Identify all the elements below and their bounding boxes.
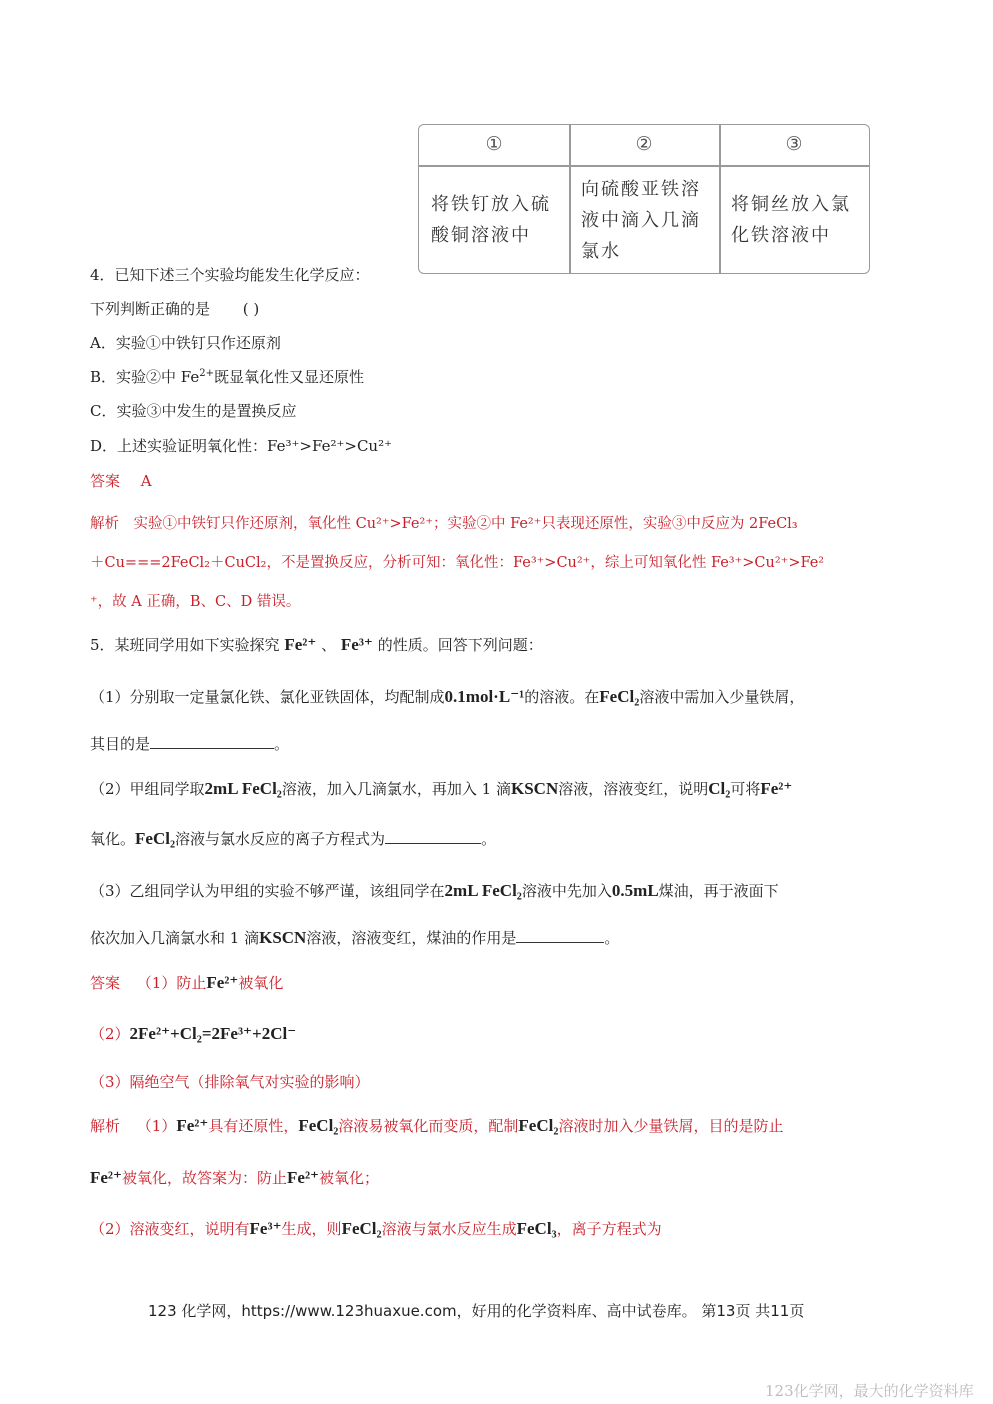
answer-blank[interactable] bbox=[516, 928, 604, 943]
q5-p2-d: 可将 bbox=[730, 780, 761, 798]
q5-p2-l2a: 氧化。 bbox=[90, 830, 136, 848]
q5-p3-vol: 2mL FeCl₂ bbox=[444, 881, 522, 900]
table-header-divider bbox=[419, 165, 869, 167]
q5-analysis-line2 bbox=[90, 1167, 379, 1188]
q5-ans1-b: 被氧化 bbox=[238, 974, 284, 992]
q5-part3-line1 bbox=[90, 880, 779, 901]
answer-blank[interactable] bbox=[385, 829, 481, 844]
answer-blank[interactable] bbox=[150, 734, 274, 749]
q5-p3-kscn: KSCN bbox=[259, 928, 307, 947]
q5-p2-vol: 2mL FeCl₂ bbox=[204, 779, 282, 798]
q5-stem-fe3: Fe³⁺ bbox=[340, 635, 373, 654]
q5-p3-a: （3）乙组同学认为甲组的实验不够严谨，该组同学在 bbox=[90, 882, 445, 900]
q5-stem-post: 的性质。回答下列问题： bbox=[377, 636, 543, 654]
table-header-2: ② bbox=[635, 133, 653, 155]
q5-p3-l2-end: 。 bbox=[604, 929, 620, 947]
q5-p1-fecl2: FeCl₂ bbox=[599, 687, 640, 706]
q4-ask-text: 下列判断正确的是 bbox=[90, 300, 211, 318]
q5-an1-c: 溶液易被氧化而变质，配制 bbox=[338, 1117, 519, 1135]
q4-option-a: A．实验①中铁钉只作还原剂 bbox=[90, 334, 281, 352]
q4-option-b-pre: B．实验②中 Fe bbox=[90, 368, 200, 386]
table-header-1: ① bbox=[485, 133, 503, 155]
q5-ans2-eq: 2Fe²⁺+Cl₂=2Fe³⁺+2Cl⁻ bbox=[129, 1024, 297, 1043]
q5-p3-oil: 0.5mL bbox=[611, 881, 659, 900]
q5-stem bbox=[90, 634, 543, 655]
q5-an3-fe: Fe³⁺ bbox=[249, 1219, 282, 1238]
q5-p1-a: （1）分别取一定量氯化铁、氯化亚铁固体，均配制成 bbox=[90, 688, 445, 706]
q5-p2-fe: Fe²⁺ bbox=[760, 779, 793, 798]
q4-answer bbox=[90, 470, 152, 491]
q5-part2-line2 bbox=[90, 828, 496, 849]
q5-an3-b: 生成，则 bbox=[281, 1220, 342, 1238]
q5-ans-label: 答案 bbox=[90, 974, 121, 992]
q4-option-d: D．上述实验证明氧化性：Fe³⁺>Fe²⁺>Cu²⁺ bbox=[90, 437, 393, 455]
q5-an3-d: ，离子方程式为 bbox=[556, 1220, 662, 1238]
q5-an3-c: 溶液与氯水反应生成 bbox=[381, 1220, 517, 1238]
q4-stem: 4．已知下述三个实验均能发生化学反应： bbox=[90, 266, 370, 284]
q5-an3-fecl2: FeCl₂ bbox=[341, 1219, 382, 1238]
q5-p3-b: 溶液中先加入 bbox=[521, 882, 612, 900]
q5-an2-fe: Fe²⁺ bbox=[90, 1168, 122, 1187]
q5-p2-l2b: 溶液与氯水反应的离子方程式为 bbox=[175, 830, 386, 848]
q5-p3-l2b: 溶液，溶液变红，煤油的作用是 bbox=[306, 929, 517, 947]
q5-p1-conc: 0.1mol·L⁻¹ bbox=[444, 687, 525, 706]
q4-answer-value: A bbox=[140, 472, 152, 490]
q5-p2-c: 溶液，溶液变红，说明 bbox=[558, 780, 709, 798]
table-header-3: ③ bbox=[785, 133, 803, 155]
q4-option-b-sup: 2+ bbox=[199, 368, 215, 379]
q5-stem-sep: 、 bbox=[321, 636, 337, 654]
q5-p2-a: （2）甲组同学取 bbox=[90, 780, 205, 798]
q5-analysis-line3 bbox=[90, 1218, 662, 1239]
q5-p2-l2-end: 。 bbox=[481, 830, 497, 848]
q5-ans1-fe: Fe²⁺ bbox=[206, 973, 239, 992]
q5-answer-2 bbox=[90, 1023, 296, 1044]
q5-an1-fecl2b: FeCl₂ bbox=[518, 1116, 559, 1135]
q5-p1-l2-end: 。 bbox=[274, 735, 290, 753]
q5-p1-b: 的溶液。在 bbox=[524, 688, 600, 706]
q5-answer-3: （3）隔绝空气（排除氧气对实验的影响） bbox=[90, 1073, 370, 1091]
q5-part1-line2 bbox=[90, 733, 289, 754]
q5-an1-d: 溶液时加入少量铁屑，目的是防止 bbox=[558, 1117, 784, 1135]
q5-p3-c: 煤油，再于液面下 bbox=[658, 882, 779, 900]
q5-p1-l2: 其目的是 bbox=[90, 735, 151, 753]
q5-p3-l2a: 依次加入几滴氯水和 1 滴 bbox=[90, 929, 260, 947]
table-cell-3: 将铜丝放入氯化铁溶液中 bbox=[731, 194, 851, 246]
q4-paren: ( ) bbox=[242, 300, 260, 318]
q5-an3-fecl3: FeCl₃ bbox=[516, 1219, 557, 1238]
q5-an-label: 解析 bbox=[90, 1117, 121, 1135]
q5-ans1-a: （1）防止 bbox=[136, 974, 207, 992]
q4-ask bbox=[90, 298, 259, 319]
q4-option-b bbox=[90, 366, 364, 387]
experiment-table bbox=[418, 124, 870, 274]
q5-analysis-line1 bbox=[90, 1115, 783, 1136]
q4-option-c: C．实验③中发生的是置换反应 bbox=[90, 402, 297, 420]
q4-answer-label: 答案 bbox=[90, 472, 121, 490]
q5-an1-fe: Fe²⁺ bbox=[176, 1116, 209, 1135]
page-footer: 123 化学网，https://www.123huaxue.com，好用的化学资料库、高中试卷库。 第13页 共11页 bbox=[148, 1302, 805, 1320]
q5-part2-line1 bbox=[90, 778, 792, 799]
q5-stem-pre: 5．某班同学用如下实验探究 bbox=[90, 636, 280, 654]
q5-answer-1 bbox=[90, 972, 283, 993]
q4-analysis-line2: ＋Cu===2FeCl₂＋CuCl₂，不是置换反应，分析可知：氧化性：Fe³⁺>Cu²⁺，综上可知氧化性 Fe³⁺>Cu²⁺>Fe² bbox=[90, 555, 825, 571]
q5-an2-fe2: Fe²⁺ bbox=[287, 1168, 320, 1187]
q4-option-b-post: 既显氧化性又显还原性 bbox=[214, 368, 365, 386]
q5-an1-b: 具有还原性， bbox=[208, 1117, 299, 1135]
q5-an3-a: （2）溶液变红，说明有 bbox=[90, 1220, 250, 1238]
q5-an1-a: （1） bbox=[136, 1117, 177, 1135]
q5-p1-c: 溶液中需加入少量铁屑， bbox=[639, 688, 805, 706]
table-cell-2: 向硫酸亚铁溶液中滴入几滴氯水 bbox=[581, 179, 701, 262]
q5-p2-cl2: Cl₂ bbox=[708, 779, 731, 798]
q5-an2-b: 被氧化； bbox=[319, 1169, 380, 1187]
q5-stem-fe2: Fe²⁺ bbox=[284, 635, 317, 654]
q4-analysis-line1: 解析 实验①中铁钉只作还原剂，氧化性 Cu²⁺>Fe²⁺；实验②中 Fe²⁺只表现还原性，实验③中反应为 2FeCl₃ bbox=[90, 516, 798, 532]
q5-p2-kscn: KSCN bbox=[510, 779, 559, 798]
q5-p2-b: 溶液，加入几滴氯水，再加入 1 滴 bbox=[281, 780, 511, 798]
q5-ans2-a: （2） bbox=[90, 1025, 130, 1043]
q5-part3-line2 bbox=[90, 927, 619, 948]
table-cell-1: 将铁钉放入硫酸铜溶液中 bbox=[431, 194, 551, 246]
q5-p2-l2-fecl2: FeCl₂ bbox=[135, 829, 176, 848]
q5-part1-line1 bbox=[90, 686, 804, 707]
q5-an1-fecl2: FeCl₂ bbox=[298, 1116, 339, 1135]
q5-an2-a: 被氧化，故答案为：防止 bbox=[122, 1169, 288, 1187]
q4-analysis-line3: ⁺，故 A 正确，B、C、D 错误。 bbox=[90, 594, 301, 610]
watermark: 123化学网，最大的化学资料库 bbox=[765, 1382, 974, 1400]
